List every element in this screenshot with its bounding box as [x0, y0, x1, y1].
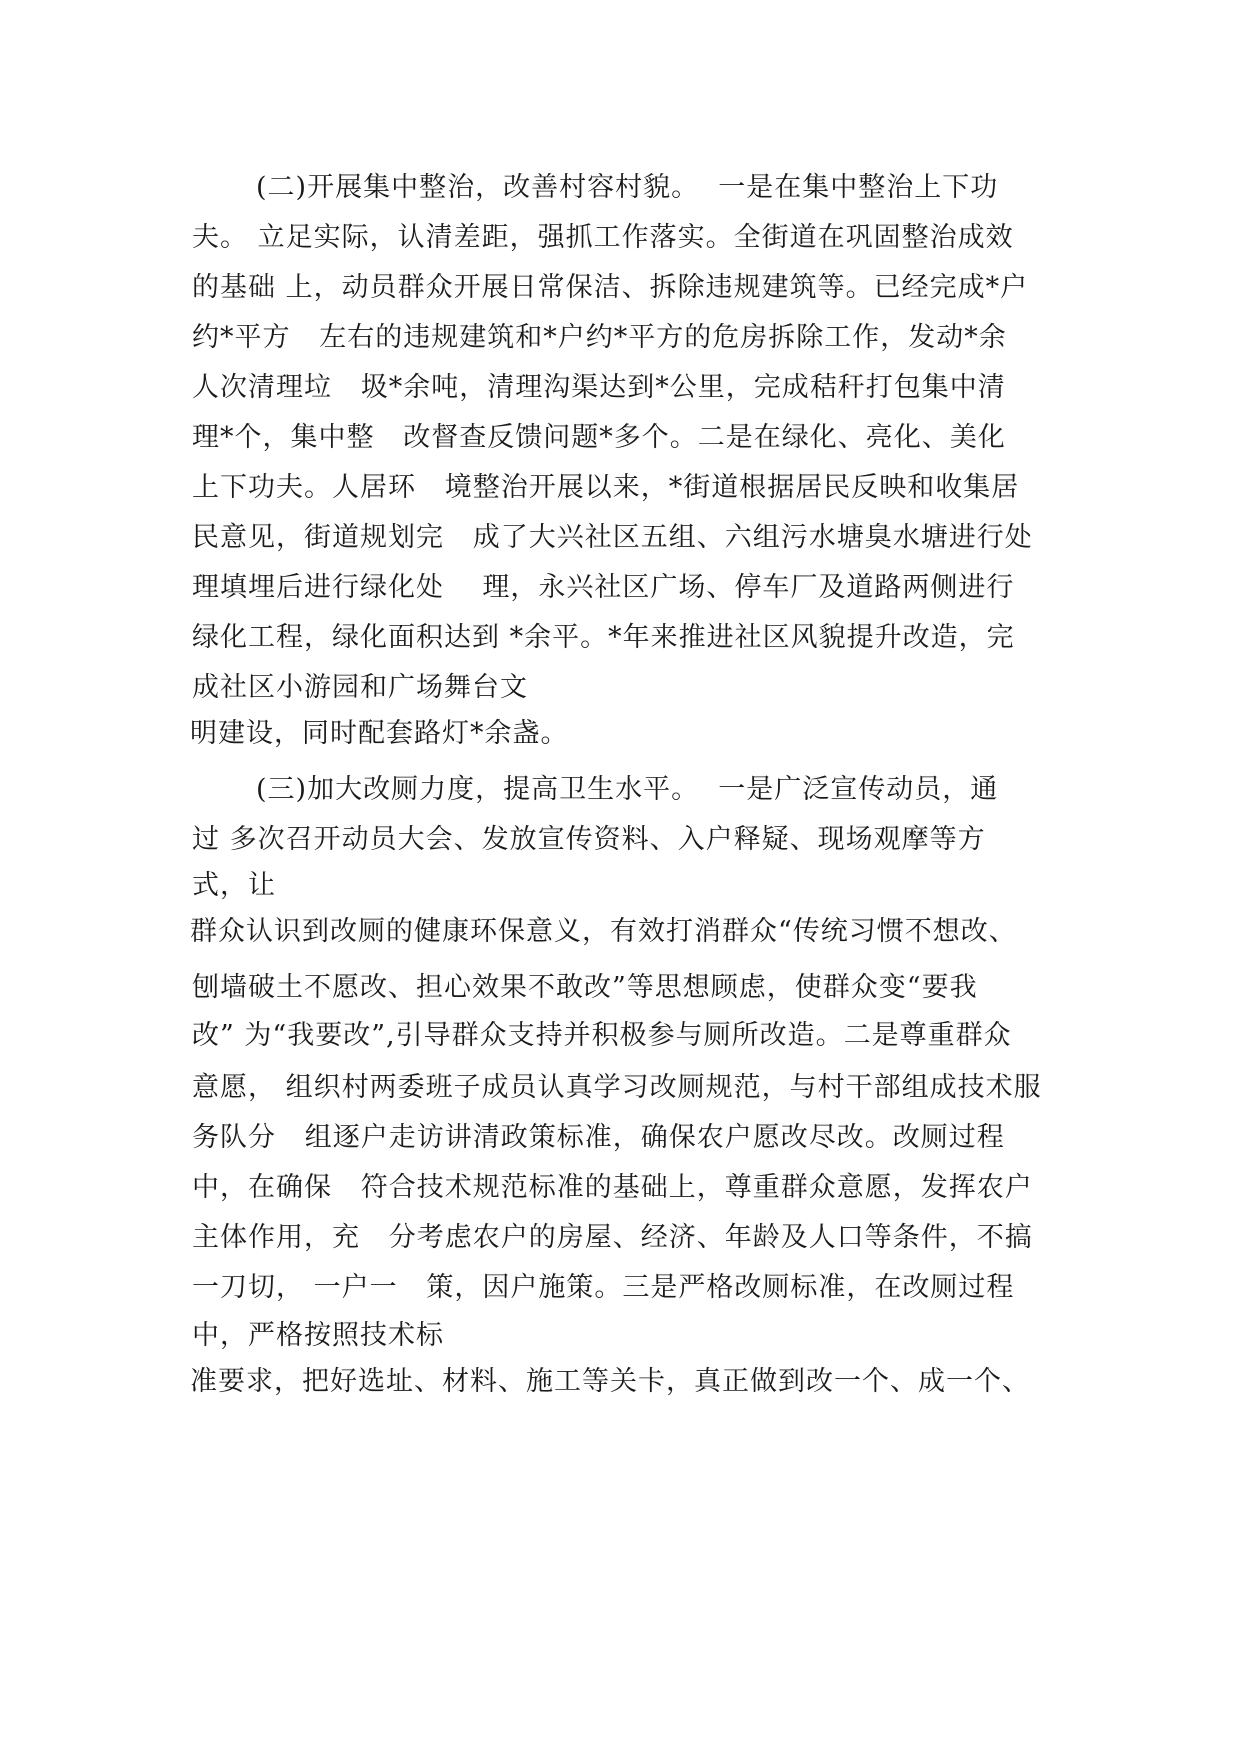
text-line: 准要求，把好选址、材料、施工等关卡，真正做到改一个、成一个、 [190, 1366, 1030, 1397]
text-line: 刨墙破土不愿改、担心效果不敢改”等思想顾虑，使群众变“要我 [192, 972, 978, 1003]
text-line: 夫。 立足实际，认清差距，强抓工作落实。全街道在巩固整治成效 [192, 222, 1014, 253]
paragraph-2-heading-line: (二)开展集中整治，改善村容村貌。 一是在集中整治上下功 [256, 172, 999, 203]
text-line: 改” 为“我要改”,引导群众支持并积极参与厕所改造。二是尊重群众 [192, 1020, 1012, 1051]
text-line: 中，在确保 符合技术规范标准的基础上，尊重群众意愿，发挥农户 [192, 1172, 1033, 1203]
text-line: 式，让 [192, 870, 276, 901]
text-line: 理*个，集中整 改督查反馈问题*多个。二是在绿化、亮化、美化 [192, 422, 1006, 453]
text-line: 中，严格按照技术标 [192, 1320, 444, 1351]
text-line: 理填埋后进行绿化处 理，永兴社区广场、停车厂及道路两侧进行 [192, 572, 1015, 603]
text-line: 约*平方 左右的违规建筑和*户约*平方的危房拆除工作，发动*余 [192, 322, 1007, 353]
text-line: 成社区小游园和广场舞台文 [192, 672, 528, 703]
text-line: 务队分 组逐户走访讲清政策标准，确保农户愿改尽改。改厕过程 [192, 1122, 1005, 1153]
text-line: 意愿， 组织村两委班子成员认真学习改厕规范，与村干部组成技术服 [192, 1072, 1042, 1103]
paragraph-3-heading-line: (三)加大改厕力度，提高卫生水平。 一是广泛宣传动员，通 [256, 774, 999, 805]
text-line: 一刀切， 一户一 策，因户施策。三是严格改厕标准，在改厕过程 [192, 1272, 1015, 1303]
text-line: 过 多次召开动员大会、发放宣传资料、入户释疑、现场观摩等方 [192, 824, 986, 855]
text-line: 绿化工程，绿化面积达到 *余平。*年来推进社区风貌提升改造，完 [192, 622, 1015, 653]
text-line: 上下功夫。人居环 境整治开展以来，*街道根据居民反映和收集居 [192, 472, 1020, 503]
text-line: 明建设，同时配套路灯*余盏。 [190, 718, 569, 749]
text-line: 的基础 上，动员群众开展日常保洁、拆除违规建筑等。已经完成*户 [192, 272, 1029, 303]
text-line: 民意见，街道规划完 成了大兴社区五组、六组污水塘臭水塘进行处 [192, 522, 1033, 553]
text-line: 群众认识到改厕的健康环保意义，有效打消群众“传统习惯不想改、 [190, 916, 1017, 947]
text-line: 主体作用，充 分考虑农户的房屋、经济、年龄及人口等条件，不搞 [192, 1222, 1033, 1253]
text-line: 人次清理垃 圾*余吨，清理沟渠达到*公里，完成秸秆打包集中清 [192, 372, 1006, 403]
